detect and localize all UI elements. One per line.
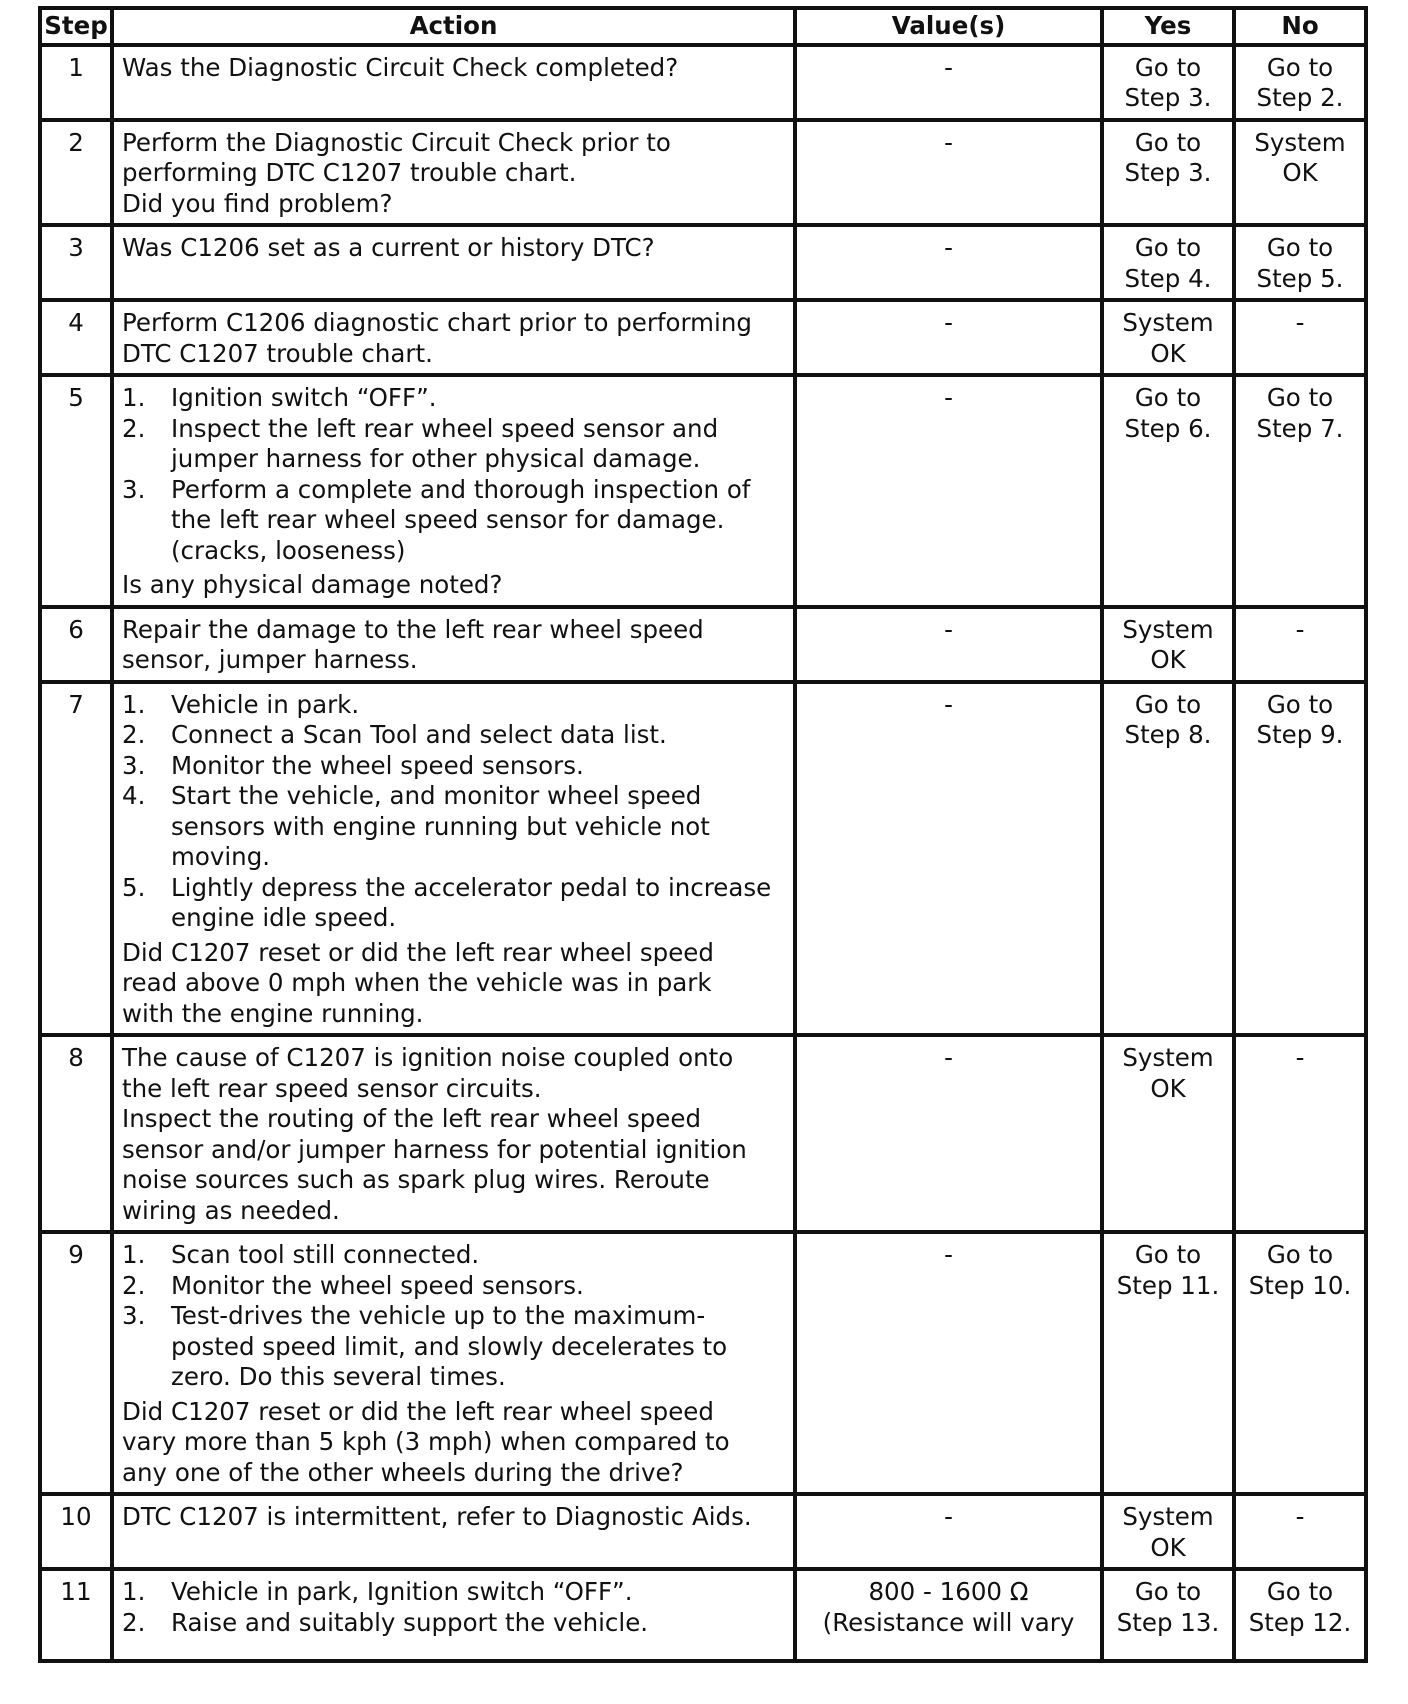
yes-line: Step 11. [1116,1270,1220,1300]
action-step-text: Vehicle in park. [171,689,360,719]
action-question-line: with the engine running. [122,998,424,1028]
no-cell [1234,682,1366,1036]
value-cell: - [795,682,1102,1036]
action-step-item [122,1608,787,1639]
action-step-number: 2. [122,720,146,749]
yes-line: Step 8. [1124,720,1212,749]
yes-line: Go to [1134,233,1202,262]
action-steps-list [122,383,787,566]
yes-cell [1102,120,1234,226]
no-cell [1234,1569,1366,1661]
value-cell: - [795,1035,1102,1232]
yes-line: System [1122,614,1214,644]
action-step-text: Vehicle in park, Ignition switch “OFF”. [171,1577,633,1606]
no-line: - [1295,614,1305,644]
step-number: 6 [40,607,112,682]
header-yes: Yes [1102,8,1234,45]
action-step-number: 3. [122,474,146,504]
yes-cell [1102,45,1234,120]
action-cell [112,45,795,120]
action-steps-list [122,1240,787,1393]
header-row [40,8,1366,45]
action-text-line: The cause of C1207 is ignition noise coupled onto [122,1043,734,1072]
no-line: Go to [1266,1240,1334,1269]
header-no: No [1234,8,1366,45]
action-step-text: the left rear wheel speed sensor for damage. [171,505,725,534]
action-cell [112,120,795,226]
yes-line: OK [1150,338,1186,368]
action-question-line: Did C1207 reset or did the left rear wheel speed [122,937,714,967]
yes-line: Step 3. [1124,158,1212,187]
action-cell [112,300,795,375]
action-step-text: sensors with engine running but vehicle not [171,811,710,841]
yes-cell [1102,1494,1234,1569]
value-cell [795,1569,1102,1661]
action-cell [112,682,795,1036]
action-cell [112,375,795,607]
action-step-number: 4. [122,781,146,810]
table-body [40,45,1366,1662]
no-line: Go to [1266,233,1334,262]
header-action: Action [112,8,795,45]
step-number: 3 [40,225,112,300]
no-line: Step 12. [1248,1607,1352,1637]
action-step-number: 1. [122,383,146,412]
action-text-line: noise sources such as spark plug wires. Reroute [122,1165,710,1194]
step-number: 1 [40,45,112,120]
no-cell [1234,120,1366,226]
action-question [122,570,787,601]
value-cell: - [795,1494,1102,1569]
action-text-line: wiring as needed. [122,1195,340,1225]
action-step-text: moving. [171,842,271,871]
step-number: 2 [40,120,112,226]
yes-line: Step 4. [1124,263,1212,293]
action-text-line: DTC C1207 trouble chart. [122,338,433,368]
action-question-line: Is any physical damage noted? [122,570,503,599]
no-cell [1234,1494,1366,1569]
action-cell [112,1232,795,1494]
action-step-item [122,1577,787,1608]
value-cell: - [795,375,1102,607]
action-step-text: Test-drives the vehicle up to the maximum- [171,1301,706,1330]
action-step-text: Perform a complete and thorough inspection of [171,474,751,504]
action-step-item [122,720,787,751]
action-step-text: Inspect the left rear wheel speed sensor and [171,413,719,443]
yes-line: Step 3. [1124,83,1212,112]
no-cell [1234,300,1366,375]
no-cell [1234,607,1366,682]
action-step-text: (cracks, looseness) [171,535,406,565]
no-line: System [1254,127,1346,157]
value-cell: - [795,1232,1102,1494]
table-row [40,1232,1366,1494]
action-text-line: Was the Diagnostic Circuit Check completed? [122,52,679,82]
action-step-text: posted speed limit, and slowly decelerates to [171,1331,728,1361]
table-row [40,607,1366,682]
yes-cell [1102,682,1234,1036]
action-step-text: Lightly depress the accelerator pedal to increase [171,872,772,902]
no-cell [1234,225,1366,300]
no-cell [1234,1232,1366,1494]
no-line: Step 10. [1248,1270,1352,1300]
action-step-item [122,383,787,414]
action-step-text: Raise and suitably support the vehicle. [171,1607,649,1637]
diagnostic-table [38,6,1368,1663]
no-cell [1234,45,1366,120]
action-text-line: Did you find problem? [122,188,393,218]
action-step-text: engine idle speed. [171,903,397,932]
yes-line: Step 13. [1116,1607,1220,1637]
action-text-line: Perform C1206 diagnostic chart prior to performing [122,308,752,337]
header-values: Value(s) [795,8,1102,45]
action-text-line: the left rear speed sensor circuits. [122,1073,542,1103]
step-number: 4 [40,300,112,375]
table-row [40,300,1366,375]
yes-line: System [1122,1043,1214,1072]
yes-cell [1102,300,1234,375]
table-header [40,8,1366,45]
yes-line: Go to [1134,689,1202,719]
no-line: - [1295,308,1305,337]
yes-line: Go to [1134,1577,1202,1606]
no-line: Go to [1266,383,1334,412]
yes-cell [1102,1035,1234,1232]
no-line: Step 7. [1256,413,1344,443]
action-question [122,938,787,1030]
action-cell [112,1494,795,1569]
no-line: Step 2. [1256,83,1344,112]
step-number: 10 [40,1494,112,1569]
value-line: 800 - 1600 Ω [868,1577,1029,1606]
yes-line: OK [1150,1073,1186,1103]
table-row [40,120,1366,226]
action-step-text: Ignition switch “OFF”. [171,383,437,412]
action-text-line: Repair the damage to the left rear wheel speed [122,614,704,644]
yes-line: Go to [1134,1240,1202,1269]
header-step: Step [40,8,112,45]
value-cell: - [795,45,1102,120]
action-step-number: 1. [122,689,146,719]
no-line: - [1295,1502,1305,1531]
table-row [40,225,1366,300]
step-number: 11 [40,1569,112,1661]
no-line: OK [1282,158,1318,187]
action-step-item [122,1301,787,1393]
action-text-line: sensor, jumper harness. [122,645,418,674]
action-step-text: jumper harness for other physical damage. [171,444,701,473]
action-step-text: zero. Do this several times. [171,1362,506,1391]
action-step-number: 3. [122,1301,146,1330]
action-step-item [122,690,787,721]
value-cell: - [795,300,1102,375]
yes-line: Go to [1134,383,1202,412]
table-row [40,1035,1366,1232]
action-step-text: Monitor the wheel speed sensors. [171,750,584,780]
action-step-number: 1. [122,1577,146,1606]
yes-cell [1102,1569,1234,1661]
yes-line: OK [1150,1532,1186,1562]
yes-cell [1102,607,1234,682]
action-step-text: Monitor the wheel speed sensors. [171,1270,584,1300]
action-steps-list [122,690,787,934]
action-question-line: any one of the other wheels during the drive? [122,1457,684,1487]
action-step-item [122,1271,787,1302]
yes-cell [1102,225,1234,300]
table-row [40,45,1366,120]
action-step-number: 3. [122,750,146,780]
value-cell: - [795,607,1102,682]
no-line: Step 9. [1256,720,1344,749]
action-step-text: Scan tool still connected. [171,1240,480,1269]
step-number: 8 [40,1035,112,1232]
action-step-text: Start the vehicle, and monitor wheel speed [171,781,702,810]
value-cell: - [795,225,1102,300]
action-step-item [122,873,787,934]
no-line: Go to [1266,689,1334,719]
action-text-line: performing DTC C1207 trouble chart. [122,158,577,187]
action-step-item [122,751,787,782]
step-number: 5 [40,375,112,607]
action-cell [112,1035,795,1232]
action-cell [112,1569,795,1661]
yes-line: OK [1150,645,1186,674]
action-step-number: 2. [122,413,146,443]
action-text-line: Was C1206 set as a current or history DTC? [122,233,655,262]
table-row [40,682,1366,1036]
action-question-line: vary more than 5 kph (3 mph) when compared to [122,1427,730,1456]
yes-line: System [1122,1502,1214,1531]
action-text-line: DTC C1207 is intermittent, refer to Diagnostic Aids. [122,1502,752,1531]
action-cell [112,225,795,300]
no-line: - [1295,1043,1305,1072]
action-text-line: Perform the Diagnostic Circuit Check prior to [122,127,671,157]
action-step-item [122,1240,787,1271]
action-question-line: Did C1207 reset or did the left rear wheel speed [122,1396,714,1426]
action-question-line: read above 0 mph when the vehicle was in park [122,968,712,997]
yes-line: Step 6. [1124,413,1212,443]
action-text-line: Inspect the routing of the left rear wheel speed [122,1104,702,1133]
action-step-item [122,781,787,873]
action-step-number: 2. [122,1607,146,1637]
table-row [40,1569,1366,1661]
action-step-text: Connect a Scan Tool and select data list. [171,720,667,749]
yes-cell [1102,375,1234,607]
yes-line: System [1122,308,1214,337]
yes-cell [1102,1232,1234,1494]
value-line: (Resistance will vary [822,1607,1075,1637]
action-step-number: 5. [122,872,146,902]
no-line: Go to [1266,1577,1334,1606]
action-steps-list [122,1577,787,1638]
yes-line: Go to [1134,52,1202,82]
action-cell [112,607,795,682]
value-cell: - [795,120,1102,226]
table-row [40,375,1366,607]
action-step-item [122,414,787,475]
no-cell [1234,1035,1366,1232]
step-number: 7 [40,682,112,1036]
step-number: 9 [40,1232,112,1494]
action-step-number: 1. [122,1240,146,1269]
no-line: Go to [1266,52,1334,82]
no-line: Step 5. [1256,263,1344,293]
action-text-line: sensor and/or jumper harness for potential ignition [122,1134,747,1164]
action-step-item [122,475,787,567]
action-question [122,1397,787,1489]
yes-line: Go to [1134,127,1202,157]
table-row [40,1494,1366,1569]
no-cell [1234,375,1366,607]
action-step-number: 2. [122,1270,146,1300]
